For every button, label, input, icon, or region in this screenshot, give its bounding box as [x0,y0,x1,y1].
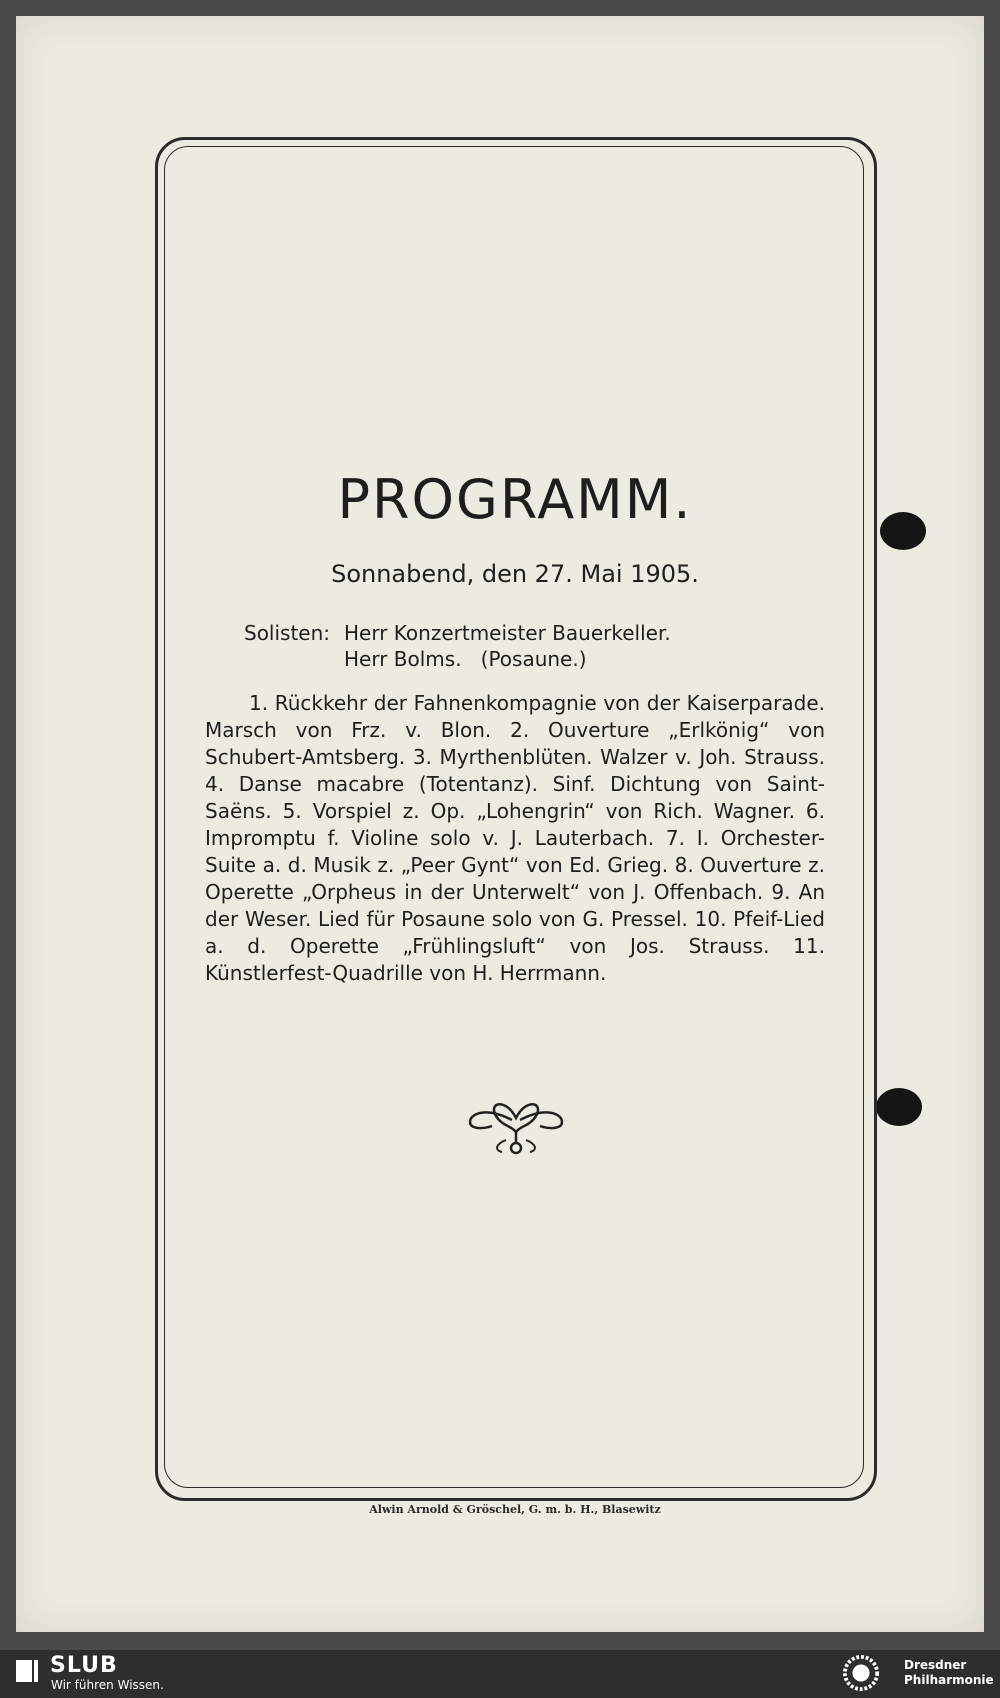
partner-name-line-1: Dresdner [904,1658,967,1672]
punch-hole-top [880,512,926,550]
soloists-block [244,620,804,672]
partner-name [904,1658,1000,1688]
slub-name: SLUB [50,1653,118,1678]
printer-imprint: Alwin Arnold & Gröschel, G. m. b. H., Blasewitz [369,1503,661,1516]
date-line: Sonnabend, den 27. Mai 1905. [331,560,699,588]
dresdner-philharmonie-logo-icon [842,1654,880,1692]
page-title: PROGRAMM. [337,468,693,531]
soloist-line-2: Herr Bolms. (Posaune.) [344,647,587,671]
slub-logo-icon [14,1658,40,1684]
footer-bar [0,1650,1000,1698]
soloists-label: Solisten: [244,621,331,645]
punch-hole-bottom [876,1088,922,1126]
slub-tagline: Wir führen Wissen. [51,1678,164,1692]
soloist-line-1: Herr Konzertmeister Bauerkeller. [344,621,671,645]
partner-name-line-2: Philharmonie [904,1673,994,1687]
program-list: 1. Rückkehr der Fahnenkompagnie von der Kaiserparade. Marsch von Frz. v. Blon. 2. Ouverture „Erlkönig“ von Schubert-Amtsberg. 3. Myrthenblüten. Walzer v. Joh. Strauss. 4. Danse macabre (Totentanz). Sinf. Dichtung von Saint-Saëns. 5. Vorspiel z. Op. „Lohengrin“ von Rich. Wagner. 6. Impromptu f. Violine solo v. J. Lauterbach. 7. I. Orchester-Suite a. d. Musik z. „Peer Gynt“ von Ed. Grieg. 8. Ouverture z. Operette „Orpheus in der Unterwelt“ von J. Offenbach. 9. An der Weser. Lied für Posaune solo von G. Pressel. 10. Pfeif-Lied a. d. Operette „Frühlingsluft“ von Jos. Strauss. 11. Künstlerfest-Quadrille von H. Herrmann. [205,691,825,985]
heart-ornament-icon [466,1092,566,1156]
